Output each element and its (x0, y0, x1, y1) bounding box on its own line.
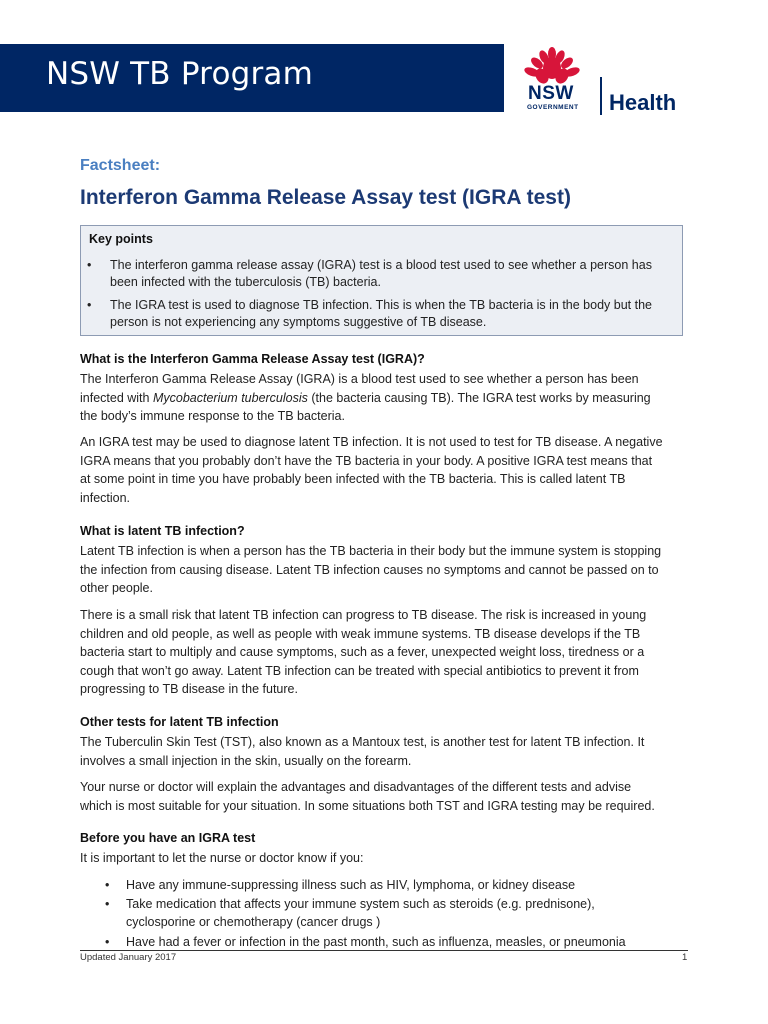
list-item (105, 876, 686, 894)
section-heading: Before you have an IGRA test (80, 831, 256, 845)
bullet-icon: • (105, 935, 110, 949)
text-run: (the bacteria causing TB). The IGRA test works by measuring (307, 390, 651, 405)
paragraph-line: the body’s immune response to the TB bacteria. (80, 409, 345, 423)
list-item-line: cyclosporine or chemotherapy (cancer drugs ) (126, 915, 381, 929)
paragraph-line: An IGRA test may be used to diagnose latent TB infection. It is not used to test for TB disease. A negative (80, 435, 663, 449)
paragraph-line: There is a small risk that latent TB infection can progress to TB disease. The risk is increased in young (80, 608, 647, 622)
paragraph-line: infection. (80, 490, 131, 505)
paragraph-line: which is most suitable for your situation. In some situations both TST and IGRA testing may be required. (80, 798, 655, 813)
text-run: infected with (80, 390, 153, 405)
paragraph (80, 606, 690, 699)
bullet-icon: • (87, 258, 92, 272)
key-point-line: The IGRA test is used to diagnose TB infection. This is when the TB bacteria is in the body but the (110, 298, 652, 312)
paragraph-line: IGRA means that you probably don’t have the TB bacteria in your body. A positive IGRA test means that (80, 453, 653, 468)
key-points-heading: Key points (89, 232, 153, 246)
footer-updated: Updated January 2017 (80, 952, 177, 963)
key-point-line: been infected with the tuberculosis (TB) bacteria. (110, 274, 381, 289)
footer-divider (80, 950, 688, 951)
paragraph-line: Your nurse or doctor will explain the advantages and disadvantages of the different tests and advise (80, 780, 632, 794)
section-heading: Other tests for latent TB infection (80, 715, 279, 729)
logo-nsw-text: NSW (528, 83, 574, 104)
key-point-item (87, 257, 670, 290)
key-points-box (80, 225, 683, 336)
logo-government-text: GOVERNMENT (527, 104, 579, 111)
paragraph-line: the infection from causing disease. Latent TB infection causes no symptoms and cannot be passed on to (80, 562, 659, 577)
list-item-line: Have any immune-suppressing illness such as HIV, lymphoma, or kidney disease (126, 878, 576, 892)
paragraph-line: at some point in time you have probably been infected with the TB bacteria. This is called latent TB (80, 472, 626, 486)
key-point-line: person is not experiencing any symptoms suggestive of TB disease. (110, 314, 487, 329)
page-number: 1 (682, 952, 688, 963)
paragraph-line: cough that won’t go away. Latent TB infection can be treated with special antibiotics to prevent it from (80, 663, 639, 678)
logo-divider (600, 77, 602, 115)
paragraph (80, 370, 690, 426)
list-item-line: Have had a fever or infection in the past month, such as influenza, measles, or pneumonia (126, 935, 626, 949)
species-name: Mycobacterium tuberculosis (152, 390, 308, 405)
paragraph-line: other people. (80, 581, 153, 595)
paragraph-line: bacteria start to multiply and cause symptoms, such as a fever, unexpected weight loss, tiredness or a (80, 645, 645, 659)
paragraph (80, 542, 690, 598)
paragraph (80, 849, 690, 868)
factsheet-label: Factsheet: (80, 157, 161, 174)
paragraph-line: Latent TB infection is when a person has the TB bacteria in their body but the immune system is stopping (80, 544, 662, 558)
paragraph-line: involves a small injection in the skin, usually on the forearm. (80, 753, 412, 768)
bullet-icon: • (87, 298, 92, 312)
logo-health-text: Health (609, 90, 677, 115)
bullet-icon: • (105, 878, 110, 892)
key-point-line: The interferon gamma release assay (IGRA) test is a blood test used to see whether a person has (110, 258, 652, 272)
list-item-line: Take medication that affects your immune system such as steroids (e.g. prednisone), (126, 897, 595, 911)
waratah-flower-icon (522, 46, 582, 86)
list-item (105, 933, 686, 951)
program-title: NSW TB Program (46, 56, 314, 92)
key-point-item (87, 297, 670, 330)
paragraph-line: It is important to let the nurse or doctor know if you: (80, 851, 364, 865)
paragraph (80, 733, 690, 770)
page-title: Interferon Gamma Release Assay test (IGRA test) (80, 186, 571, 209)
paragraph-line: The Tuberculin Skin Test (TST), also known as a Mantoux test, is another test for latent TB infection. It (80, 735, 645, 749)
nsw-health-logo (520, 44, 700, 120)
bullet-icon: • (105, 897, 110, 911)
paragraph-line: children and old people, as well as people with weak immune systems. TB disease develops if the TB (80, 626, 641, 641)
paragraph-line (80, 389, 690, 408)
paragraph-line: The Interferon Gamma Release Assay (IGRA) is a blood test used to see whether a person has been (80, 372, 639, 386)
paragraph-line: progressing to TB disease in the future. (80, 682, 298, 696)
paragraph (80, 778, 690, 815)
paragraph (80, 433, 690, 507)
header-banner (0, 44, 504, 112)
section-heading: What is the Interferon Gamma Release Assay test (IGRA)? (80, 352, 425, 366)
list-item (105, 895, 686, 931)
section-heading: What is latent TB infection? (80, 524, 245, 538)
